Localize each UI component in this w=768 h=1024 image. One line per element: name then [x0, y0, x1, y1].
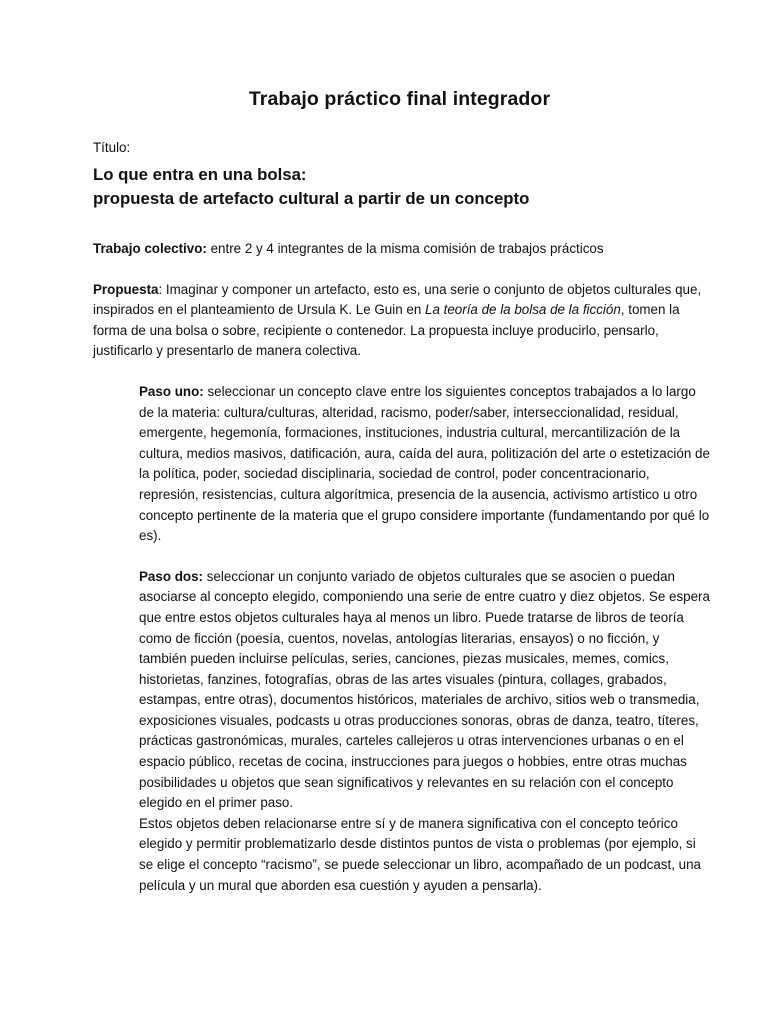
collective-work-text: entre 2 y 4 integrantes de la misma comisión de trabajos prácticos: [206, 241, 604, 256]
document-heading: Trabajo práctico final integrador: [248, 88, 551, 110]
main-title-line-2: propuesta de artefacto cultural a partir de un concepto: [93, 189, 530, 208]
proposal-paragraph: [93, 280, 710, 362]
proposal-label: Propuesta: [93, 281, 159, 297]
title-label: Título:: [93, 140, 131, 155]
main-title-line-1: Lo que entra en una bolsa:: [93, 165, 307, 184]
step-one-text: seleccionar un concepto clave entre los siguientes conceptos trabajados a lo largo de la materia: cultura/culturas, alteridad, racismo, poder/saber, interseccionalidad, residual, emergente, hegemonía, formaciones, instituciones, industria cultural, mercantilización de la cultura, medios masivos, datificación, aura, caída del aura, politización del arte o estetización de la política, poder, sociedad disciplinaria, sociedad de control, poder concentracionario, represión, resistencias, cultura algorítmica, presencia de la ausencia, activismo artístico u otro concepto pertinente de la materia que el grupo considere importante (fundamentando por qué lo es).: [139, 383, 710, 544]
step-two-text: seleccionar un conjunto variado de objetos culturales que se asocien o puedan asociarse al concepto elegido, componiendo una serie de entre cuatro y diez objetos. Se espera que entre estos objetos culturales haya al menos un libro. Puede tratarse de libros de teoría como de ficción (poesía, cuentos, novelas, antologías literarias, ensayos) o no ficción, y también pueden incluirse películas, series, canciones, piezas musicales, memes, comics, historietas, fanzines, fotografías, obras de las artes visuales (pintura, collages, grabados, estampas, entre otras), documentos históricos, materiales de archivo, sitios web o transmedia, exposiciones visuales, podcasts u otras producciones sonoras, obras de danza, teatro, títeres, prácticas gastronómicas, murales, carteles callejeros u otras intervenciones urbanas o en el espacio público, recetas de cocina, instrucciones para juegos o hobbies, entre otras muchas posibilidades u objetos que sean significativos y relevantes en su relación con el concepto elegido en el primer paso.: [139, 568, 710, 811]
collective-work-paragraph: [93, 239, 710, 260]
proposal-text-after: , tomen la forma de una bolsa o sobre, recipiente o contenedor. La propuesta incluye producirlo, pensarlo, justificarlo y presentarlo de manera colectiva.: [93, 302, 680, 359]
proposal-book-title: La teoría de la bolsa de la ficción: [425, 302, 621, 318]
step-one-label: Paso uno:: [139, 383, 204, 399]
step-two-followup-paragraph: Estos objetos deben relacionarse entre sí y de manera significativa con el concepto teórico elegido y permitir problematizarlo desde distintos puntos de vista o problemas (por ejemplo, si se elige el concepto “racismo”, se puede seleccionar un libro, acompañado de un podcast, una película y un mural que aborden esa cuestión y ayuden a pensarla).: [139, 815, 702, 893]
proposal-text-before: : Imaginar y componer un artefacto, esto es, una serie o conjunto de objetos culturales que, inspirados en el planteamiento de Ursula K. Le Guin en: [93, 281, 702, 318]
steps-section: [139, 382, 710, 896]
collective-work-label: Trabajo colectivo:: [93, 241, 207, 256]
step-one-paragraph: [139, 382, 710, 547]
step-two-paragraph: [139, 567, 710, 814]
step-two-label: Paso dos:: [139, 568, 203, 584]
